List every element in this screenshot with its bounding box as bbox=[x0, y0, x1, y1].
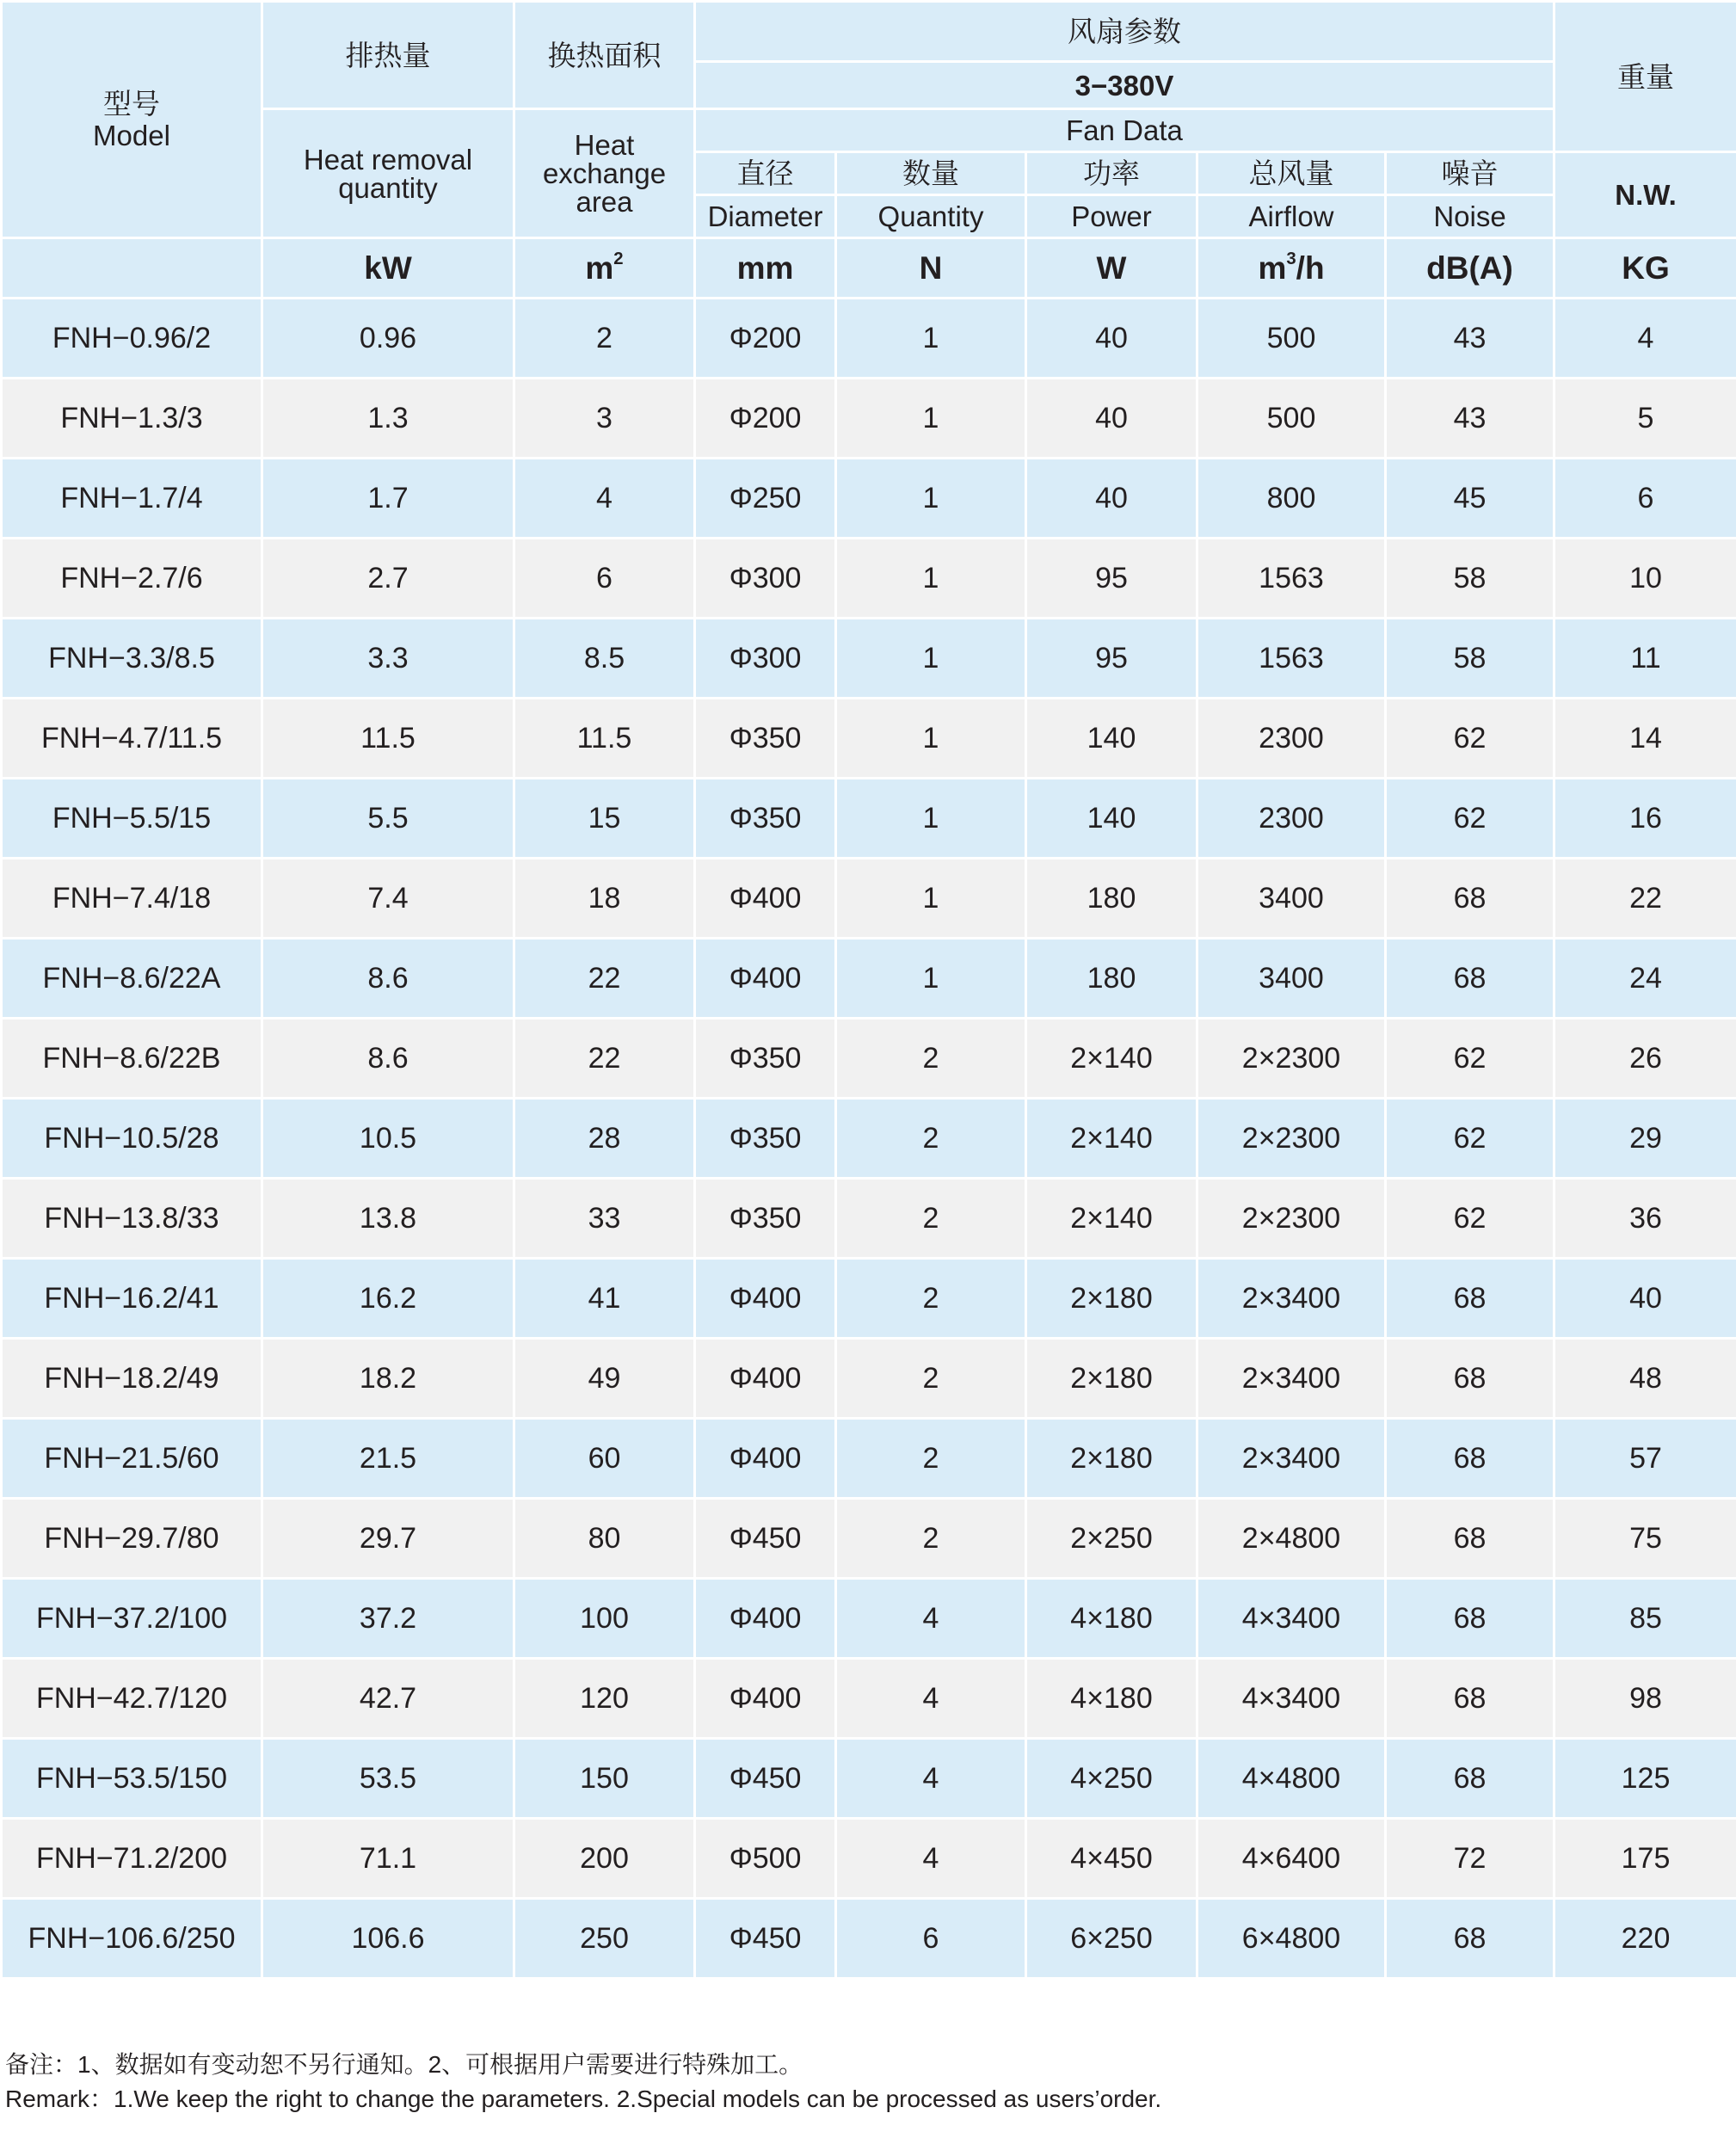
cell-airflow: 4×3400 bbox=[1197, 1659, 1386, 1739]
cell-power: 95 bbox=[1026, 539, 1197, 619]
header-heat-en bbox=[262, 109, 514, 238]
cell-qty: 1 bbox=[836, 859, 1026, 939]
cell-heat: 53.5 bbox=[262, 1739, 514, 1819]
cell-power: 40 bbox=[1026, 299, 1197, 379]
cell-weight: 29 bbox=[1554, 1099, 1736, 1179]
cell-area: 100 bbox=[514, 1579, 695, 1659]
cell-airflow: 4×3400 bbox=[1197, 1579, 1386, 1659]
cell-diameter: Φ400 bbox=[695, 1339, 836, 1419]
cell-model: FNH−10.5/28 bbox=[2, 1099, 262, 1179]
cell-qty: 2 bbox=[836, 1339, 1026, 1419]
cell-noise: 68 bbox=[1386, 1899, 1554, 1979]
cell-model: FNH−53.5/150 bbox=[2, 1739, 262, 1819]
remark-cn: 备注：1、数据如有变动恕不另行通知。2、可根据用户需要进行特殊加工。 bbox=[5, 2051, 803, 2078]
cell-power: 2×140 bbox=[1026, 1099, 1197, 1179]
cell-airflow: 4×6400 bbox=[1197, 1819, 1386, 1899]
table-row bbox=[2, 539, 1736, 619]
table-row bbox=[2, 1259, 1736, 1339]
cell-diameter: Φ450 bbox=[695, 1899, 836, 1979]
cell-noise: 68 bbox=[1386, 1579, 1554, 1659]
cell-qty: 1 bbox=[836, 379, 1026, 459]
cell-area: 22 bbox=[514, 1019, 695, 1099]
header-noise-en: Noise bbox=[1386, 195, 1554, 238]
cell-airflow: 800 bbox=[1197, 459, 1386, 539]
cell-noise: 62 bbox=[1386, 1099, 1554, 1179]
cell-power: 180 bbox=[1026, 859, 1197, 939]
table-row bbox=[2, 939, 1736, 1019]
cell-model: FNH−21.5/60 bbox=[2, 1419, 262, 1499]
unit-heat: kW bbox=[262, 238, 514, 299]
cell-power: 140 bbox=[1026, 779, 1197, 859]
unit-area-sup: 2 bbox=[613, 250, 624, 268]
cell-airflow: 1563 bbox=[1197, 619, 1386, 699]
cell-power: 2×180 bbox=[1026, 1419, 1197, 1499]
cell-noise: 68 bbox=[1386, 1419, 1554, 1499]
cell-diameter: Φ350 bbox=[695, 699, 836, 779]
cell-noise: 72 bbox=[1386, 1819, 1554, 1899]
cell-noise: 62 bbox=[1386, 1179, 1554, 1259]
cell-power: 4×180 bbox=[1026, 1579, 1197, 1659]
cell-diameter: Φ400 bbox=[695, 1579, 836, 1659]
unit-area-base: m bbox=[585, 250, 614, 286]
cell-airflow: 500 bbox=[1197, 299, 1386, 379]
cell-qty: 1 bbox=[836, 539, 1026, 619]
cell-airflow: 2×4800 bbox=[1197, 1499, 1386, 1579]
cell-qty: 4 bbox=[836, 1819, 1026, 1899]
cell-model: FNH−1.3/3 bbox=[2, 379, 262, 459]
cell-weight: 16 bbox=[1554, 779, 1736, 859]
cell-area: 4 bbox=[514, 459, 695, 539]
cell-area: 120 bbox=[514, 1659, 695, 1739]
cell-heat: 2.7 bbox=[262, 539, 514, 619]
table-row bbox=[2, 699, 1736, 779]
cell-diameter: Φ450 bbox=[695, 1499, 836, 1579]
cell-model: FNH−29.7/80 bbox=[2, 1499, 262, 1579]
cell-qty: 1 bbox=[836, 619, 1026, 699]
table-row bbox=[2, 459, 1736, 539]
table-row bbox=[2, 1099, 1736, 1179]
cell-area: 15 bbox=[514, 779, 695, 859]
cell-airflow: 2×3400 bbox=[1197, 1259, 1386, 1339]
cell-diameter: Φ500 bbox=[695, 1819, 836, 1899]
cell-diameter: Φ400 bbox=[695, 1259, 836, 1339]
cell-noise: 58 bbox=[1386, 539, 1554, 619]
cell-diameter: Φ450 bbox=[695, 1739, 836, 1819]
cell-weight: 10 bbox=[1554, 539, 1736, 619]
header-fan-voltage: 3−380V bbox=[695, 62, 1554, 109]
cell-model: FNH−8.6/22A bbox=[2, 939, 262, 1019]
cell-qty: 4 bbox=[836, 1659, 1026, 1739]
cell-qty: 2 bbox=[836, 1419, 1026, 1499]
cell-power: 2×140 bbox=[1026, 1179, 1197, 1259]
table-row bbox=[2, 1499, 1736, 1579]
cell-model: FNH−8.6/22B bbox=[2, 1019, 262, 1099]
table-row bbox=[2, 619, 1736, 699]
cell-weight: 220 bbox=[1554, 1899, 1736, 1979]
cell-noise: 68 bbox=[1386, 1659, 1554, 1739]
header-model-en: Model bbox=[93, 120, 170, 151]
cell-model: FNH−1.7/4 bbox=[2, 459, 262, 539]
cell-noise: 45 bbox=[1386, 459, 1554, 539]
header-area-en-text: Heat exchange area bbox=[542, 129, 667, 218]
cell-airflow: 500 bbox=[1197, 379, 1386, 459]
cell-power: 95 bbox=[1026, 619, 1197, 699]
unit-airflow bbox=[1197, 238, 1386, 299]
cell-airflow: 3400 bbox=[1197, 939, 1386, 1019]
cell-weight: 175 bbox=[1554, 1819, 1736, 1899]
cell-heat: 21.5 bbox=[262, 1419, 514, 1499]
header-noise-cn: 噪音 bbox=[1386, 152, 1554, 195]
header-diameter-en: Diameter bbox=[695, 195, 836, 238]
cell-noise: 68 bbox=[1386, 1339, 1554, 1419]
cell-qty: 2 bbox=[836, 1259, 1026, 1339]
table-row bbox=[2, 299, 1736, 379]
cell-qty: 2 bbox=[836, 1499, 1026, 1579]
cell-weight: 6 bbox=[1554, 459, 1736, 539]
cell-heat: 18.2 bbox=[262, 1339, 514, 1419]
header-airflow-en: Airflow bbox=[1197, 195, 1386, 238]
unit-weight: KG bbox=[1554, 238, 1736, 299]
cell-weight: 75 bbox=[1554, 1499, 1736, 1579]
table-row bbox=[2, 779, 1736, 859]
cell-diameter: Φ400 bbox=[695, 1419, 836, 1499]
table-row bbox=[2, 1739, 1736, 1819]
header-fan-en: Fan Data bbox=[695, 109, 1554, 152]
cell-area: 41 bbox=[514, 1259, 695, 1339]
cell-diameter: Φ300 bbox=[695, 619, 836, 699]
header-heat-cn: 排热量 bbox=[262, 2, 514, 109]
cell-airflow: 2×2300 bbox=[1197, 1179, 1386, 1259]
cell-qty: 2 bbox=[836, 1179, 1026, 1259]
cell-model: FNH−13.8/33 bbox=[2, 1179, 262, 1259]
header-diameter-cn: 直径 bbox=[695, 152, 836, 195]
cell-qty: 1 bbox=[836, 459, 1026, 539]
cell-diameter: Φ350 bbox=[695, 779, 836, 859]
cell-area: 3 bbox=[514, 379, 695, 459]
header-quantity-cn: 数量 bbox=[836, 152, 1026, 195]
cell-power: 2×180 bbox=[1026, 1259, 1197, 1339]
header-weight-en: N.W. bbox=[1554, 152, 1736, 238]
cell-noise: 62 bbox=[1386, 699, 1554, 779]
table-row bbox=[2, 1179, 1736, 1259]
table-row bbox=[2, 1579, 1736, 1659]
unit-noise: dB(A) bbox=[1386, 238, 1554, 299]
cell-model: FNH−0.96/2 bbox=[2, 299, 262, 379]
cell-model: FNH−18.2/49 bbox=[2, 1339, 262, 1419]
cell-weight: 5 bbox=[1554, 379, 1736, 459]
cell-diameter: Φ350 bbox=[695, 1019, 836, 1099]
cell-model: FNH−4.7/11.5 bbox=[2, 699, 262, 779]
header-fan-cn: 风扇参数 bbox=[695, 2, 1554, 62]
cell-area: 49 bbox=[514, 1339, 695, 1419]
cell-heat: 16.2 bbox=[262, 1259, 514, 1339]
cell-qty: 1 bbox=[836, 699, 1026, 779]
cell-model: FNH−3.3/8.5 bbox=[2, 619, 262, 699]
cell-area: 11.5 bbox=[514, 699, 695, 779]
cell-model: FNH−42.7/120 bbox=[2, 1659, 262, 1739]
cell-noise: 68 bbox=[1386, 1739, 1554, 1819]
cell-heat: 37.2 bbox=[262, 1579, 514, 1659]
cell-area: 150 bbox=[514, 1739, 695, 1819]
cell-model: FNH−5.5/15 bbox=[2, 779, 262, 859]
cell-noise: 62 bbox=[1386, 1019, 1554, 1099]
cell-weight: 57 bbox=[1554, 1419, 1736, 1499]
cell-qty: 2 bbox=[836, 1019, 1026, 1099]
cell-qty: 4 bbox=[836, 1579, 1026, 1659]
cell-airflow: 2×2300 bbox=[1197, 1099, 1386, 1179]
table-row bbox=[2, 1419, 1736, 1499]
cell-weight: 14 bbox=[1554, 699, 1736, 779]
cell-power: 4×450 bbox=[1026, 1819, 1197, 1899]
cell-model: FNH−71.2/200 bbox=[2, 1819, 262, 1899]
cell-heat: 106.6 bbox=[262, 1899, 514, 1979]
cell-power: 2×140 bbox=[1026, 1019, 1197, 1099]
cell-weight: 98 bbox=[1554, 1659, 1736, 1739]
cell-area: 8.5 bbox=[514, 619, 695, 699]
unit-power: W bbox=[1026, 238, 1197, 299]
cell-weight: 22 bbox=[1554, 859, 1736, 939]
cell-heat: 8.6 bbox=[262, 1019, 514, 1099]
cell-airflow: 2300 bbox=[1197, 779, 1386, 859]
table-row bbox=[2, 1659, 1736, 1739]
cell-weight: 26 bbox=[1554, 1019, 1736, 1099]
cell-noise: 43 bbox=[1386, 299, 1554, 379]
cell-area: 60 bbox=[514, 1419, 695, 1499]
unit-model bbox=[2, 238, 262, 299]
cell-area: 2 bbox=[514, 299, 695, 379]
cell-power: 4×180 bbox=[1026, 1659, 1197, 1739]
header-power-cn: 功率 bbox=[1026, 152, 1197, 195]
header-area-cn: 换热面积 bbox=[514, 2, 695, 109]
cell-diameter: Φ250 bbox=[695, 459, 836, 539]
cell-power: 4×250 bbox=[1026, 1739, 1197, 1819]
header-model bbox=[2, 2, 262, 238]
cell-area: 200 bbox=[514, 1819, 695, 1899]
cell-noise: 68 bbox=[1386, 1499, 1554, 1579]
cell-diameter: Φ350 bbox=[695, 1179, 836, 1259]
cell-weight: 125 bbox=[1554, 1739, 1736, 1819]
cell-power: 40 bbox=[1026, 459, 1197, 539]
header-weight-cn: 重量 bbox=[1554, 2, 1736, 152]
remarks bbox=[5, 2048, 1161, 2116]
cell-airflow: 2×3400 bbox=[1197, 1339, 1386, 1419]
cell-noise: 43 bbox=[1386, 379, 1554, 459]
cell-power: 2×250 bbox=[1026, 1499, 1197, 1579]
cell-power: 2×180 bbox=[1026, 1339, 1197, 1419]
cell-heat: 7.4 bbox=[262, 859, 514, 939]
cell-heat: 3.3 bbox=[262, 619, 514, 699]
cell-area: 33 bbox=[514, 1179, 695, 1259]
cell-heat: 13.8 bbox=[262, 1179, 514, 1259]
cell-qty: 1 bbox=[836, 299, 1026, 379]
unit-airflow-tail: /h bbox=[1296, 250, 1325, 286]
cell-diameter: Φ300 bbox=[695, 539, 836, 619]
cell-airflow: 2×3400 bbox=[1197, 1419, 1386, 1499]
cell-weight: 11 bbox=[1554, 619, 1736, 699]
cell-airflow: 1563 bbox=[1197, 539, 1386, 619]
cell-area: 250 bbox=[514, 1899, 695, 1979]
cell-heat: 1.7 bbox=[262, 459, 514, 539]
cell-heat: 5.5 bbox=[262, 779, 514, 859]
unit-airflow-sup: 3 bbox=[1286, 250, 1296, 268]
cell-noise: 68 bbox=[1386, 1259, 1554, 1339]
header-power-en: Power bbox=[1026, 195, 1197, 238]
unit-quantity: N bbox=[836, 238, 1026, 299]
table-row bbox=[2, 859, 1736, 939]
cell-power: 6×250 bbox=[1026, 1899, 1197, 1979]
cell-diameter: Φ400 bbox=[695, 859, 836, 939]
cell-airflow: 2×2300 bbox=[1197, 1019, 1386, 1099]
cell-model: FNH−106.6/250 bbox=[2, 1899, 262, 1979]
header-model-cn: 型号 bbox=[103, 88, 160, 120]
cell-area: 28 bbox=[514, 1099, 695, 1179]
cell-diameter: Φ200 bbox=[695, 379, 836, 459]
cell-power: 180 bbox=[1026, 939, 1197, 1019]
unit-airflow-base: m bbox=[1258, 250, 1287, 286]
cell-noise: 58 bbox=[1386, 619, 1554, 699]
cell-heat: 1.3 bbox=[262, 379, 514, 459]
cell-model: FNH−37.2/100 bbox=[2, 1579, 262, 1659]
cell-weight: 48 bbox=[1554, 1339, 1736, 1419]
cell-qty: 6 bbox=[836, 1899, 1026, 1979]
cell-diameter: Φ350 bbox=[695, 1099, 836, 1179]
cell-weight: 24 bbox=[1554, 939, 1736, 1019]
unit-area bbox=[514, 238, 695, 299]
header-heat-en-text: Heat removal quantity bbox=[303, 143, 473, 204]
header-airflow-cn: 总风量 bbox=[1197, 152, 1386, 195]
cell-airflow: 4×4800 bbox=[1197, 1739, 1386, 1819]
header-quantity-en: Quantity bbox=[836, 195, 1026, 238]
cell-weight: 4 bbox=[1554, 299, 1736, 379]
table-row bbox=[2, 1819, 1736, 1899]
cell-heat: 10.5 bbox=[262, 1099, 514, 1179]
cell-weight: 85 bbox=[1554, 1579, 1736, 1659]
cell-diameter: Φ400 bbox=[695, 939, 836, 1019]
cell-model: FNH−7.4/18 bbox=[2, 859, 262, 939]
table-header bbox=[2, 2, 1736, 299]
cell-diameter: Φ200 bbox=[695, 299, 836, 379]
cell-airflow: 3400 bbox=[1197, 859, 1386, 939]
header-area-en bbox=[514, 109, 695, 238]
table-row bbox=[2, 1339, 1736, 1419]
cell-area: 22 bbox=[514, 939, 695, 1019]
cell-noise: 68 bbox=[1386, 859, 1554, 939]
unit-diameter: mm bbox=[695, 238, 836, 299]
cell-heat: 11.5 bbox=[262, 699, 514, 779]
cell-noise: 68 bbox=[1386, 939, 1554, 1019]
cell-heat: 0.96 bbox=[262, 299, 514, 379]
cell-diameter: Φ400 bbox=[695, 1659, 836, 1739]
table-row bbox=[2, 1899, 1736, 1979]
cell-area: 18 bbox=[514, 859, 695, 939]
cell-weight: 36 bbox=[1554, 1179, 1736, 1259]
cell-power: 40 bbox=[1026, 379, 1197, 459]
table-row bbox=[2, 379, 1736, 459]
cell-airflow: 2300 bbox=[1197, 699, 1386, 779]
cell-power: 140 bbox=[1026, 699, 1197, 779]
cell-qty: 4 bbox=[836, 1739, 1026, 1819]
cell-weight: 40 bbox=[1554, 1259, 1736, 1339]
cell-model: FNH−2.7/6 bbox=[2, 539, 262, 619]
cell-area: 6 bbox=[514, 539, 695, 619]
cell-area: 80 bbox=[514, 1499, 695, 1579]
cell-heat: 8.6 bbox=[262, 939, 514, 1019]
cell-airflow: 6×4800 bbox=[1197, 1899, 1386, 1979]
cell-heat: 42.7 bbox=[262, 1659, 514, 1739]
cell-qty: 1 bbox=[836, 939, 1026, 1019]
cell-heat: 29.7 bbox=[262, 1499, 514, 1579]
table-row bbox=[2, 1019, 1736, 1099]
cell-qty: 1 bbox=[836, 779, 1026, 859]
cell-qty: 2 bbox=[836, 1099, 1026, 1179]
cell-heat: 71.1 bbox=[262, 1819, 514, 1899]
cell-noise: 62 bbox=[1386, 779, 1554, 859]
cell-model: FNH−16.2/41 bbox=[2, 1259, 262, 1339]
table-body bbox=[2, 299, 1736, 1979]
remark-en: Remark：1.We keep the right to change the parameters. 2.Special models can be processed as users’order. bbox=[5, 2085, 1162, 2112]
